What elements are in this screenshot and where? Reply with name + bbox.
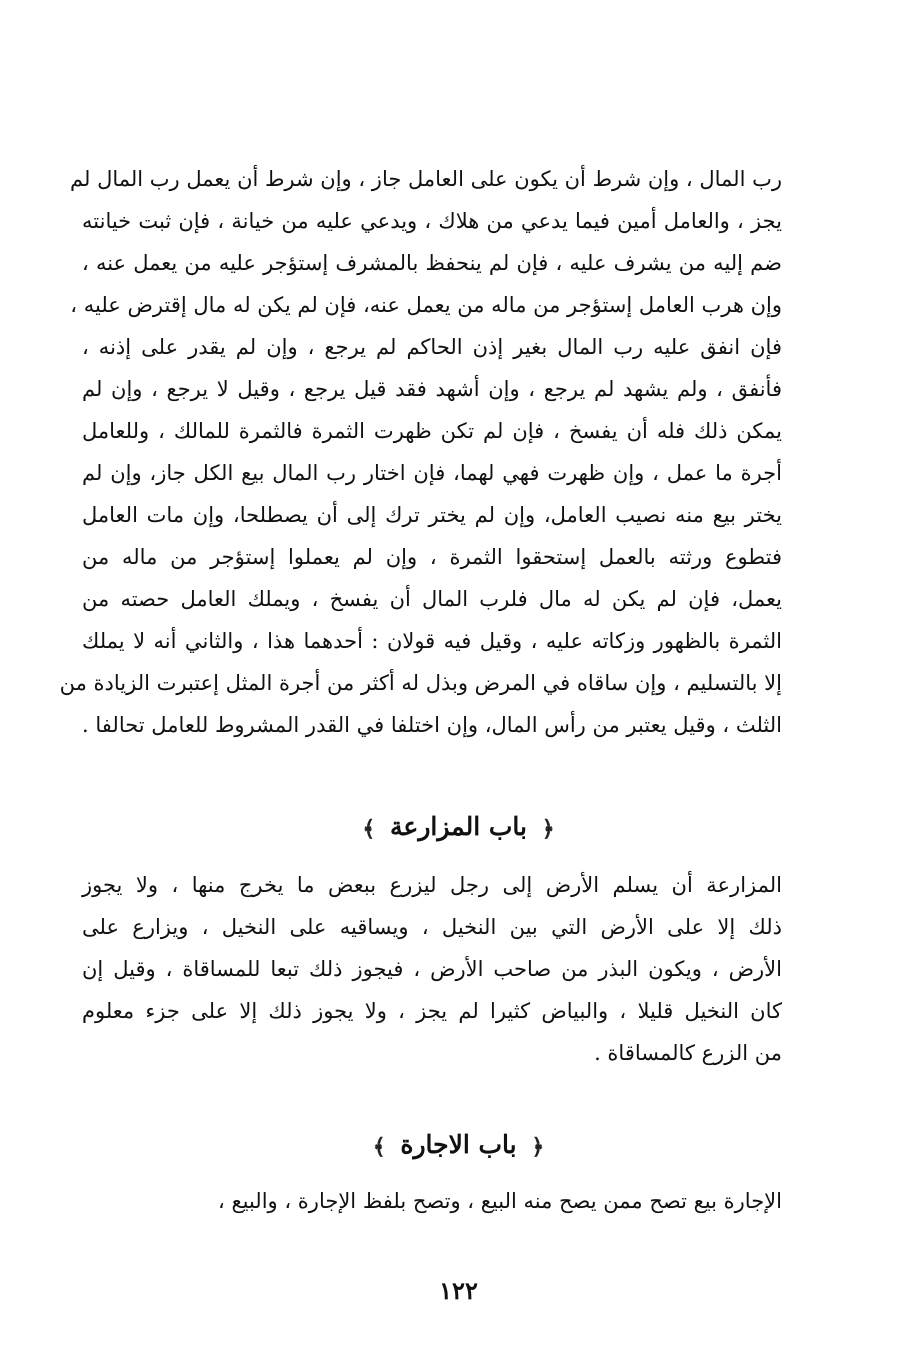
page-number: ١٢٢: [439, 1276, 478, 1305]
text-line: فتطوع ورثته بالعمل إستحقوا الثمرة ، وإن لم يعملوا إستؤجر من ماله من: [82, 545, 782, 569]
paragraph-ijara: [82, 1180, 782, 1222]
ornament-close-icon: ﴾: [362, 815, 376, 842]
text-line: يعمل، فإن لم يكن له مال فلرب المال أن يفسخ ، ويملك العامل حصته من: [82, 587, 782, 611]
text-line: كان النخيل قليلا ، والبياض كثيرا لم يجز ، ولا يجوز ذلك إلا على جزء معلوم: [82, 999, 782, 1023]
text-line: يختر بيع منه نصيب العامل، وإن لم يختر ترك إلى أن يصطلحا، وإن مات العامل: [82, 503, 782, 527]
ornament-open-icon: ﴿: [531, 1133, 545, 1160]
paragraph-musaqat-continuation: [59, 158, 782, 746]
text-line: رب المال ، وإن شرط أن يكون على العامل جاز ، وإن شرط أن يعمل رب المال لم: [70, 167, 782, 191]
text-line: الأرض ، ويكون البذر من صاحب الأرض ، فيجوز ذلك تبعا للمساقاة ، وقيل إن: [82, 957, 782, 981]
text-line: يمكن ذلك فله أن يفسخ ، فإن لم تكن ظهرت الثمرة فالثمرة للمالك ، وللعامل: [82, 419, 782, 443]
text-line: ضم إليه من يشرف عليه ، فإن لم ينحفظ بالمشرف إستؤجر عليه من يعمل عنه ،: [82, 251, 782, 275]
heading-text: باب المزارعة: [390, 812, 527, 841]
text-line: فأنفق ، ولم يشهد لم يرجع ، وإن أشهد فقد قيل يرجع ، وقيل لا يرجع ، وإن لم: [82, 377, 782, 401]
text-line: الثلث ، وقيل يعتبر من رأس المال، وإن اختلفا في القدر المشروط للعامل تحالفا .: [82, 713, 782, 737]
ornament-close-icon: ﴾: [372, 1133, 386, 1160]
heading-text: باب الاجارة: [400, 1130, 517, 1159]
text-line: الإجارة بيع تصح ممن يصح منه البيع ، وتصح بلفظ الإجارة ، والبيع ،: [218, 1189, 782, 1213]
text-line: من الزرع كالمساقاة .: [594, 1041, 782, 1065]
text-line: المزارعة أن يسلم الأرض إلى رجل ليزرع ببعض ما يخرج منها ، ولا يجوز: [82, 873, 782, 897]
section-heading-ijara: [0, 1130, 917, 1160]
text-line: ذلك إلا على الأرض التي بين النخيل ، ويساقيه على النخيل ، ويزارع على: [82, 915, 782, 939]
text-line: أجرة ما عمل ، وإن ظهرت فهي لهما، فإن اختار رب المال بيع الكل جاز، وإن لم: [82, 461, 782, 485]
paragraph-muzaraa: [82, 864, 782, 1074]
section-heading-muzaraa: [0, 812, 917, 842]
ornament-open-icon: ﴿: [541, 815, 555, 842]
text-line: الثمرة بالظهور وزكاته عليه ، وقيل فيه قولان : أحدهما هذا ، والثاني أنه لا يملك: [82, 629, 782, 653]
text-line: يجز ، والعامل أمين فيما يدعي من هلاك ، ويدعي عليه من خيانة ، فإن ثبت خيانته: [82, 209, 782, 233]
text-line: إلا بالتسليم ، وإن ساقاه في المرض وبذل له أكثر من أجرة المثل إعتبرت الزيادة من: [59, 671, 782, 695]
text-line: وإن هرب العامل إستؤجر من ماله من يعمل عنه، فإن لم يكن له مال إقترض عليه ،: [70, 293, 782, 317]
text-line: فإن انفق عليه رب المال بغير إذن الحاكم لم يرجع ، وإن لم يقدر على إذنه ،: [82, 335, 782, 359]
